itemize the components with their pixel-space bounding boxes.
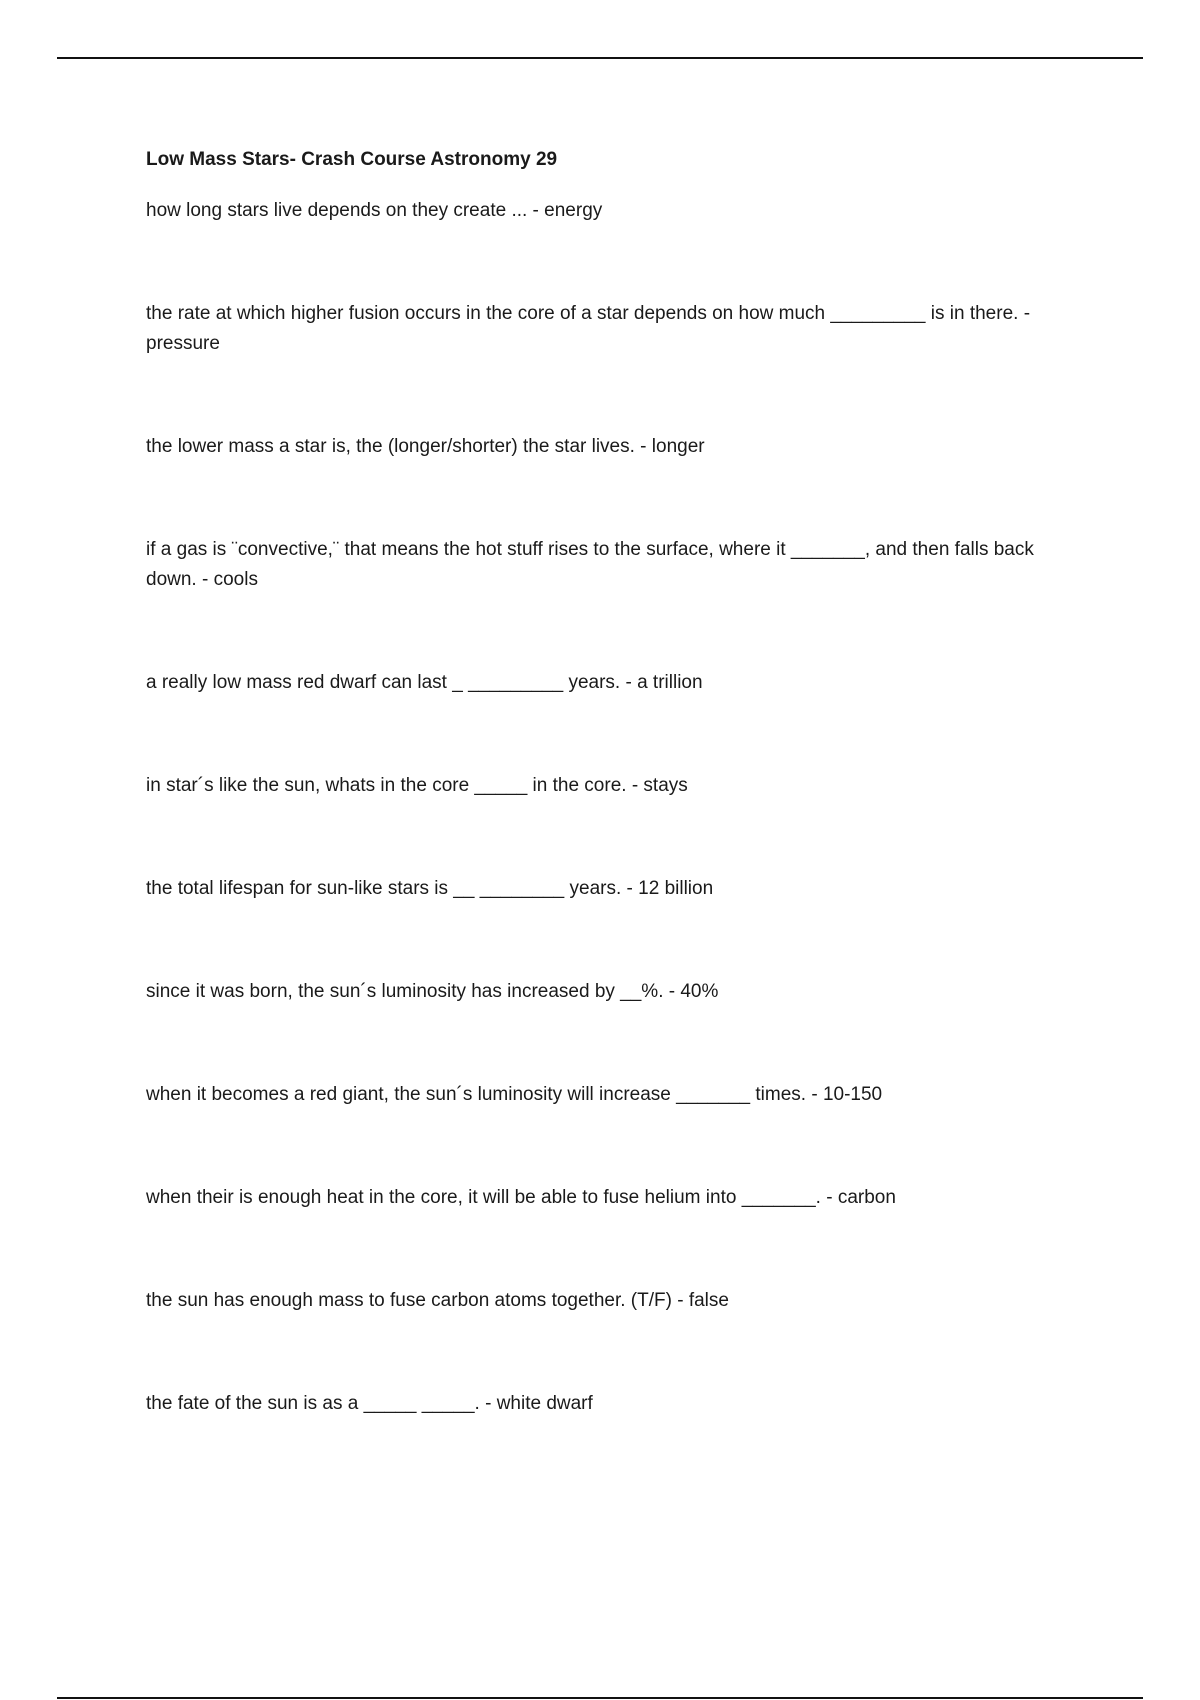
question-item	[146, 668, 1086, 698]
question-item	[146, 977, 1086, 1007]
question-text: if a gas is ¨convective,¨ that means the hot stuff rises to the surface, where it _______, and then falls back down. - cools	[146, 539, 1040, 590]
question-item	[146, 771, 1086, 801]
question-item	[146, 1389, 1086, 1419]
question-text: since it was born, the sun´s luminosity has increased by __%. - 40%	[146, 981, 719, 1002]
question-text: in star´s like the sun, whats in the core _____ in the core. - stays	[146, 775, 688, 796]
question-text: the fate of the sun is as a _____ _____. - white dwarf	[146, 1393, 593, 1414]
document-body	[146, 146, 1086, 1419]
question-text: how long stars live depends on they create ... - energy	[146, 200, 603, 221]
question-item	[146, 1183, 1086, 1213]
question-text: the total lifespan for sun-like stars is __ ________ years. - 12 billion	[146, 878, 714, 899]
question-item	[146, 1080, 1086, 1110]
question-item	[146, 874, 1086, 904]
question-text: when it becomes a red giant, the sun´s luminosity will increase _______ times. - 10-150	[146, 1084, 883, 1105]
bottom-rule	[57, 1697, 1143, 1699]
question-list	[146, 196, 1086, 1419]
question-item	[146, 299, 1086, 359]
question-item	[146, 432, 1086, 462]
question-item	[146, 196, 1086, 226]
question-item	[146, 1286, 1086, 1316]
question-text: the rate at which higher fusion occurs in the core of a star depends on how much _________ is in there. - pressure	[146, 303, 1036, 354]
question-item	[146, 535, 1086, 595]
document-title: Low Mass Stars- Crash Course Astronomy 29	[146, 149, 558, 170]
question-text: the lower mass a star is, the (longer/shorter) the star lives. - longer	[146, 436, 705, 457]
top-rule	[57, 57, 1143, 59]
question-text: a really low mass red dwarf can last _ _________ years. - a trillion	[146, 672, 703, 693]
question-text: the sun has enough mass to fuse carbon atoms together. (T/F) - false	[146, 1290, 729, 1311]
question-text: when their is enough heat in the core, it will be able to fuse helium into _______. - carbon	[146, 1187, 896, 1208]
